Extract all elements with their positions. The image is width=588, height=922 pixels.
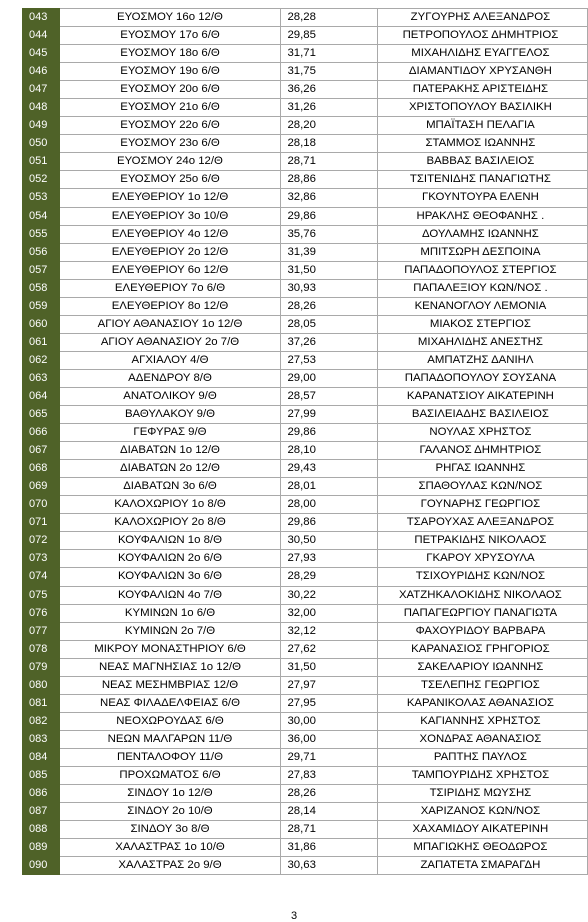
table-row — [23, 424, 588, 442]
row-number: 089 — [23, 839, 60, 857]
person-name: ΚΑΓΙΑΝΝΗΣ ΧΡΗΣΤΟΣ — [377, 712, 587, 730]
person-name: ΤΣΙΧΟΥΡΙΔΗΣ ΚΩΝ/ΝΟΣ — [377, 568, 587, 586]
score-value: 30,22 — [281, 586, 377, 604]
score-value: 36,00 — [281, 730, 377, 748]
school-name: ΕΥΟΣΜΟΥ 21ο 6/Θ — [59, 99, 281, 117]
school-name: ΣΙΝΔΟΥ 1ο 12/Θ — [59, 785, 281, 803]
table-row — [23, 9, 588, 27]
table-row — [23, 189, 588, 207]
table-row — [23, 640, 588, 658]
score-value: 28,10 — [281, 442, 377, 460]
score-value: 32,12 — [281, 622, 377, 640]
person-name: ΧΟΝΔΡΑΣ ΑΘΑΝΑΣΙΟΣ — [377, 730, 587, 748]
school-name: ΕΛΕΥΘΕΡΙΟΥ 4ο 12/Θ — [59, 225, 281, 243]
row-number: 088 — [23, 821, 60, 839]
person-name: ΜΠΑΓΙΩΚΗΣ ΘΕΟΔΩΡΟΣ — [377, 839, 587, 857]
school-name: ΜΙΚΡΟΥ ΜΟΝΑΣΤΗΡΙΟΥ 6/Θ — [59, 640, 281, 658]
row-number: 050 — [23, 135, 60, 153]
score-value: 29,86 — [281, 424, 377, 442]
person-name: ΤΣΙΤΕΝΙΔΗΣ ΠΑΝΑΓΙΩΤΗΣ — [377, 171, 587, 189]
row-number: 087 — [23, 803, 60, 821]
table-row — [23, 261, 588, 279]
school-name: ΕΥΟΣΜΟΥ 18ο 6/Θ — [59, 45, 281, 63]
person-name: ΝΟΥΛΑΣ ΧΡΗΣΤΟΣ — [377, 424, 587, 442]
school-name: ΕΥΟΣΜΟΥ 16ο 12/Θ — [59, 9, 281, 27]
score-value: 27,95 — [281, 694, 377, 712]
score-value: 29,71 — [281, 748, 377, 766]
row-number: 084 — [23, 748, 60, 766]
school-name: ΝΕΟΧΩΡΟΥΔΑΣ 6/Θ — [59, 712, 281, 730]
table-row — [23, 550, 588, 568]
person-name: ΔΙΑΜΑΝΤΙΔΟΥ ΧΡΥΣΑΝΘΗ — [377, 63, 587, 81]
table-row — [23, 81, 588, 99]
row-number: 068 — [23, 460, 60, 478]
school-name: ΕΛΕΥΘΕΡΙΟΥ 1ο 12/Θ — [59, 189, 281, 207]
row-number: 048 — [23, 99, 60, 117]
school-name: ΒΑΘΥΛΑΚΟΥ 9/Θ — [59, 406, 281, 424]
table-row — [23, 857, 588, 875]
school-name: ΚΟΥΦΑΛΙΩΝ 4ο 7/Θ — [59, 586, 281, 604]
school-name: ΕΥΟΣΜΟΥ 20ο 6/Θ — [59, 81, 281, 99]
table-row — [23, 748, 588, 766]
score-value: 32,00 — [281, 604, 377, 622]
row-number: 044 — [23, 27, 60, 45]
school-name: ΚΑΛΟΧΩΡΙΟΥ 1ο 8/Θ — [59, 496, 281, 514]
score-value: 28,01 — [281, 478, 377, 496]
row-number: 073 — [23, 550, 60, 568]
school-name: ΝΕΑΣ ΜΕΣΗΜΒΡΙΑΣ 12/Θ — [59, 676, 281, 694]
score-value: 30,63 — [281, 857, 377, 875]
person-name: ΜΙΑΚΟΣ ΣΤΕΡΓΙΟΣ — [377, 315, 587, 333]
person-name: ΜΙΧΑΗΛΙΔΗΣ ΕΥΑΓΓΕΛΟΣ — [377, 45, 587, 63]
score-value: 29,43 — [281, 460, 377, 478]
school-name: ΑΓΧΙΑΛΟΥ 4/Θ — [59, 351, 281, 369]
score-value: 28,29 — [281, 568, 377, 586]
row-number: 043 — [23, 9, 60, 27]
score-value: 31,75 — [281, 63, 377, 81]
table-row — [23, 803, 588, 821]
table-row — [23, 676, 588, 694]
table-row — [23, 821, 588, 839]
person-name: ΤΑΜΠΟΥΡΙΔΗΣ ΧΡΗΣΤΟΣ — [377, 766, 587, 784]
table-row — [23, 586, 588, 604]
school-name: ΓΕΦΥΡΑΣ 9/Θ — [59, 424, 281, 442]
person-name: ΒΑΒΒΑΣ ΒΑΣΙΛΕΙΟΣ — [377, 153, 587, 171]
table-row — [23, 315, 588, 333]
row-number: 047 — [23, 81, 60, 99]
person-name: ΣΠΑΘΟΥΛΑΣ ΚΩΝ/ΝΟΣ — [377, 478, 587, 496]
person-name: ΓΚΑΡΟΥ ΧΡΥΣΟΥΛΑ — [377, 550, 587, 568]
score-value: 31,86 — [281, 839, 377, 857]
row-number: 046 — [23, 63, 60, 81]
score-value: 31,50 — [281, 658, 377, 676]
person-name: ΖΥΓΟΥΡΗΣ ΑΛΕΞΑΝΔΡΟΣ — [377, 9, 587, 27]
row-number: 058 — [23, 279, 60, 297]
person-name: ΒΑΣΙΛΕΙΑΔΗΣ ΒΑΣΙΛΕΙΟΣ — [377, 406, 587, 424]
school-name: ΔΙΑΒΑΤΩΝ 3ο 6/Θ — [59, 478, 281, 496]
row-number: 075 — [23, 586, 60, 604]
school-name: ΧΑΛΑΣΤΡΑΣ 1ο 10/Θ — [59, 839, 281, 857]
table-row — [23, 694, 588, 712]
school-name: ΚΥΜΙΝΩΝ 2ο 7/Θ — [59, 622, 281, 640]
row-number: 080 — [23, 676, 60, 694]
row-number: 082 — [23, 712, 60, 730]
school-name: ΔΙΑΒΑΤΩΝ 2ο 12/Θ — [59, 460, 281, 478]
school-name: ΕΛΕΥΘΕΡΙΟΥ 8ο 12/Θ — [59, 297, 281, 315]
school-name: ΕΥΟΣΜΟΥ 23ο 6/Θ — [59, 135, 281, 153]
score-value: 27,93 — [281, 550, 377, 568]
row-number: 054 — [23, 207, 60, 225]
row-number: 045 — [23, 45, 60, 63]
table-row — [23, 568, 588, 586]
score-value: 29,86 — [281, 207, 377, 225]
table-row — [23, 496, 588, 514]
score-value: 31,50 — [281, 261, 377, 279]
school-name: ΔΙΑΒΑΤΩΝ 1ο 12/Θ — [59, 442, 281, 460]
school-name: ΚΥΜΙΝΩΝ 1ο 6/Θ — [59, 604, 281, 622]
table-row — [23, 171, 588, 189]
school-name: ΣΙΝΔΟΥ 2ο 10/Θ — [59, 803, 281, 821]
score-value: 30,93 — [281, 279, 377, 297]
person-name: ΠΑΤΕΡΑΚΗΣ ΑΡΙΣΤΕΙΔΗΣ — [377, 81, 587, 99]
school-name: ΑΔΕΝΔΡΟΥ 8/Θ — [59, 369, 281, 387]
row-number: 085 — [23, 766, 60, 784]
table-row — [23, 297, 588, 315]
table-body — [23, 9, 588, 875]
score-value: 31,39 — [281, 243, 377, 261]
table-row — [23, 207, 588, 225]
table-row — [23, 532, 588, 550]
table-row — [23, 478, 588, 496]
row-number: 086 — [23, 785, 60, 803]
score-value: 37,26 — [281, 333, 377, 351]
person-name: ΤΣΑΡΟΥΧΑΣ ΑΛΕΞΑΝΔΡΟΣ — [377, 514, 587, 532]
school-name: ΚΑΛΟΧΩΡΙΟΥ 2ο 8/Θ — [59, 514, 281, 532]
page-number: 3 — [290, 910, 298, 922]
score-value: 28,57 — [281, 387, 377, 405]
person-name: ΤΣΕΛΕΠΗΣ ΓΕΩΡΓΙΟΣ — [377, 676, 587, 694]
row-number: 077 — [23, 622, 60, 640]
score-value: 31,26 — [281, 99, 377, 117]
table-row — [23, 406, 588, 424]
school-name: ΚΟΥΦΑΛΙΩΝ 2ο 6/Θ — [59, 550, 281, 568]
row-number: 055 — [23, 225, 60, 243]
person-name: ΜΠΑΪΤΑΣΗ ΠΕΛΑΓΙΑ — [377, 117, 587, 135]
school-name: ΚΟΥΦΑΛΙΩΝ 1ο 8/Θ — [59, 532, 281, 550]
table-row — [23, 604, 588, 622]
table-row — [23, 99, 588, 117]
score-value: 29,86 — [281, 514, 377, 532]
row-number: 052 — [23, 171, 60, 189]
person-name: ΧΡΙΣΤΟΠΟΥΛΟΥ ΒΑΣΙΛΙΚΗ — [377, 99, 587, 117]
school-name: ΕΥΟΣΜΟΥ 17ο 6/Θ — [59, 27, 281, 45]
score-value: 28,00 — [281, 496, 377, 514]
school-name: ΕΛΕΥΘΕΡΙΟΥ 6ο 12/Θ — [59, 261, 281, 279]
score-value: 29,00 — [281, 369, 377, 387]
school-name: ΑΓΙΟΥ ΑΘΑΝΑΣΙΟΥ 1ο 12/Θ — [59, 315, 281, 333]
school-name: ΕΛΕΥΘΕΡΙΟΥ 3ο 10/Θ — [59, 207, 281, 225]
table-row — [23, 460, 588, 478]
school-name: ΠΕΝΤΑΛΟΦΟΥ 11/Θ — [59, 748, 281, 766]
score-value: 27,99 — [281, 406, 377, 424]
school-name: ΕΛΕΥΘΕΡΙΟΥ 2ο 12/Θ — [59, 243, 281, 261]
row-number: 056 — [23, 243, 60, 261]
score-value: 28,26 — [281, 297, 377, 315]
school-name: ΧΑΛΑΣΤΡΑΣ 2ο 9/Θ — [59, 857, 281, 875]
score-value: 30,00 — [281, 712, 377, 730]
person-name: ΗΡΑΚΛΗΣ ΘΕΟΦΑΝΗΣ . — [377, 207, 587, 225]
school-name: ΑΝΑΤΟΛΙΚΟΥ 9/Θ — [59, 387, 281, 405]
table-row — [23, 839, 588, 857]
row-number: 072 — [23, 532, 60, 550]
row-number: 059 — [23, 297, 60, 315]
person-name: ΤΣΙΡΙΔΗΣ ΜΩΥΣΗΣ — [377, 785, 587, 803]
row-number: 065 — [23, 406, 60, 424]
row-number: 079 — [23, 658, 60, 676]
school-name: ΕΥΟΣΜΟΥ 22ο 6/Θ — [59, 117, 281, 135]
row-number: 063 — [23, 369, 60, 387]
table-row — [23, 153, 588, 171]
person-name: ΑΜΠΑΤΖΗΣ ΔΑΝΙΗΛ — [377, 351, 587, 369]
person-name: ΔΟΥΛΑΜΗΣ ΙΩΑΝΝΗΣ — [377, 225, 587, 243]
row-number: 074 — [23, 568, 60, 586]
score-value: 28,14 — [281, 803, 377, 821]
row-number: 069 — [23, 478, 60, 496]
table-row — [23, 369, 588, 387]
school-name: ΑΓΙΟΥ ΑΘΑΝΑΣΙΟΥ 2ο 7/Θ — [59, 333, 281, 351]
row-number: 076 — [23, 604, 60, 622]
table-row — [23, 766, 588, 784]
person-name: ΚΕΝΑΝΟΓΛΟΥ ΛΕΜΟΝΙΑ — [377, 297, 587, 315]
person-name: ΜΙΧΑΗΛΙΔΗΣ ΑΝΕΣΤΗΣ — [377, 333, 587, 351]
score-value: 35,76 — [281, 225, 377, 243]
school-name: ΣΙΝΔΟΥ 3ο 8/Θ — [59, 821, 281, 839]
school-name: ΕΛΕΥΘΕΡΙΟΥ 7ο 6/Θ — [59, 279, 281, 297]
person-name: ΓΑΛΑΝΟΣ ΔΗΜΗΤΡΙΟΣ — [377, 442, 587, 460]
person-name: ΠΑΠΑΓΕΩΡΓΙΟΥ ΠΑΝΑΓΙΩΤΑ — [377, 604, 587, 622]
table-row — [23, 27, 588, 45]
person-name: ΧΑΡΙΖΑΝΟΣ ΚΩΝ/ΝΟΣ — [377, 803, 587, 821]
row-number: 051 — [23, 153, 60, 171]
score-value: 32,86 — [281, 189, 377, 207]
row-number: 081 — [23, 694, 60, 712]
person-name: ΚΑΡΑΝΑΣΙΟΣ ΓΡΗΓΟΡΙΟΣ — [377, 640, 587, 658]
row-number: 049 — [23, 117, 60, 135]
school-name: ΠΡΟΧΩΜΑΤΟΣ 6/Θ — [59, 766, 281, 784]
table-row — [23, 333, 588, 351]
score-value: 29,85 — [281, 27, 377, 45]
school-name: ΕΥΟΣΜΟΥ 25ο 6/Θ — [59, 171, 281, 189]
person-name: ΧΑΧΑΜΙΔΟΥ ΑΙΚΑΤΕΡΙΝΗ — [377, 821, 587, 839]
school-name: ΝΕΩΝ ΜΑΛΓΑΡΩΝ 11/Θ — [59, 730, 281, 748]
table-row — [23, 135, 588, 153]
table-row — [23, 387, 588, 405]
table-row — [23, 622, 588, 640]
person-name: ΚΑΡΑΝΙΚΟΛΑΣ ΑΘΑΝΑΣΙΟΣ — [377, 694, 587, 712]
person-name: ΖΑΠΑΤΕΤΑ ΣΜΑΡΑΓΔΗ — [377, 857, 587, 875]
row-number: 061 — [23, 333, 60, 351]
table-row — [23, 351, 588, 369]
table-row — [23, 63, 588, 81]
score-value: 28,71 — [281, 153, 377, 171]
score-value: 28,28 — [281, 9, 377, 27]
person-name: ΦΑΧΟΥΡΙΔΟΥ ΒΑΡΒΑΡΑ — [377, 622, 587, 640]
person-name: ΓΚΟΥΝΤΟΥΡΑ ΕΛΕΝΗ — [377, 189, 587, 207]
score-value: 27,97 — [281, 676, 377, 694]
score-value: 27,83 — [281, 766, 377, 784]
table-row — [23, 730, 588, 748]
row-number: 066 — [23, 424, 60, 442]
row-number: 057 — [23, 261, 60, 279]
person-name: ΠΑΠΑΔΟΠΟΥΛΟΥ ΣΟΥΣΑΝΑ — [377, 369, 587, 387]
school-assignment-table — [22, 8, 588, 875]
table-row — [23, 442, 588, 460]
person-name: ΜΠΙΤΣΩΡΗ ΔΕΣΠΟΙΝΑ — [377, 243, 587, 261]
row-number: 053 — [23, 189, 60, 207]
person-name: ΠΑΠΑΔΟΠΟΥΛΟΣ ΣΤΕΡΓΙΟΣ — [377, 261, 587, 279]
score-value: 28,26 — [281, 785, 377, 803]
score-value: 28,05 — [281, 315, 377, 333]
person-name: ΧΑΤΖΗΚΑΛΟΚΙΔΗΣ ΝΙΚΟΛΑΟΣ — [377, 586, 587, 604]
school-name: ΕΥΟΣΜΟΥ 24ο 12/Θ — [59, 153, 281, 171]
row-number: 090 — [23, 857, 60, 875]
school-name: ΝΕΑΣ ΜΑΓΝΗΣΙΑΣ 1ο 12/Θ — [59, 658, 281, 676]
score-value: 28,71 — [281, 821, 377, 839]
row-number: 071 — [23, 514, 60, 532]
person-name: ΣΑΚΕΛΑΡΙΟΥ ΙΩΑΝΝΗΣ — [377, 658, 587, 676]
score-value: 27,53 — [281, 351, 377, 369]
row-number: 062 — [23, 351, 60, 369]
row-number: 064 — [23, 387, 60, 405]
table-row — [23, 712, 588, 730]
person-name: ΠΕΤΡΟΠΟΥΛΟΣ ΔΗΜΗΤΡΙΟΣ — [377, 27, 587, 45]
table-row — [23, 658, 588, 676]
table-row — [23, 225, 588, 243]
score-value: 28,86 — [281, 171, 377, 189]
school-name: ΕΥΟΣΜΟΥ 19ο 6/Θ — [59, 63, 281, 81]
table-row — [23, 785, 588, 803]
person-name: ΡΑΠΤΗΣ ΠΑΥΛΟΣ — [377, 748, 587, 766]
person-name: ΠΑΠΑΛΕΞΙΟΥ ΚΩΝ/ΝΟΣ . — [377, 279, 587, 297]
score-value: 36,26 — [281, 81, 377, 99]
table-row — [23, 45, 588, 63]
row-number: 060 — [23, 315, 60, 333]
score-value: 27,62 — [281, 640, 377, 658]
row-number: 083 — [23, 730, 60, 748]
row-number: 067 — [23, 442, 60, 460]
school-name: ΚΟΥΦΑΛΙΩΝ 3ο 6/Θ — [59, 568, 281, 586]
person-name: ΡΗΓΑΣ ΙΩΑΝΝΗΣ — [377, 460, 587, 478]
school-name: ΝΕΑΣ ΦΙΛΑΔΕΛΦΕΙΑΣ 6/Θ — [59, 694, 281, 712]
score-value: 28,18 — [281, 135, 377, 153]
score-value: 31,71 — [281, 45, 377, 63]
person-name: ΣΤΑΜΜΟΣ ΙΩΑΝΝΗΣ — [377, 135, 587, 153]
score-value: 30,50 — [281, 532, 377, 550]
row-number: 070 — [23, 496, 60, 514]
person-name: ΓΟΥΝΑΡΗΣ ΓΕΩΡΓΙΟΣ — [377, 496, 587, 514]
table-row — [23, 279, 588, 297]
table-row — [23, 514, 588, 532]
person-name: ΠΕΤΡΑΚΙΔΗΣ ΝΙΚΟΛΑΟΣ — [377, 532, 587, 550]
row-number: 078 — [23, 640, 60, 658]
score-value: 28,20 — [281, 117, 377, 135]
table-row — [23, 117, 588, 135]
person-name: ΚΑΡΑΝΑΤΣΙΟΥ ΑΙΚΑΤΕΡΙΝΗ — [377, 387, 587, 405]
table-row — [23, 243, 588, 261]
